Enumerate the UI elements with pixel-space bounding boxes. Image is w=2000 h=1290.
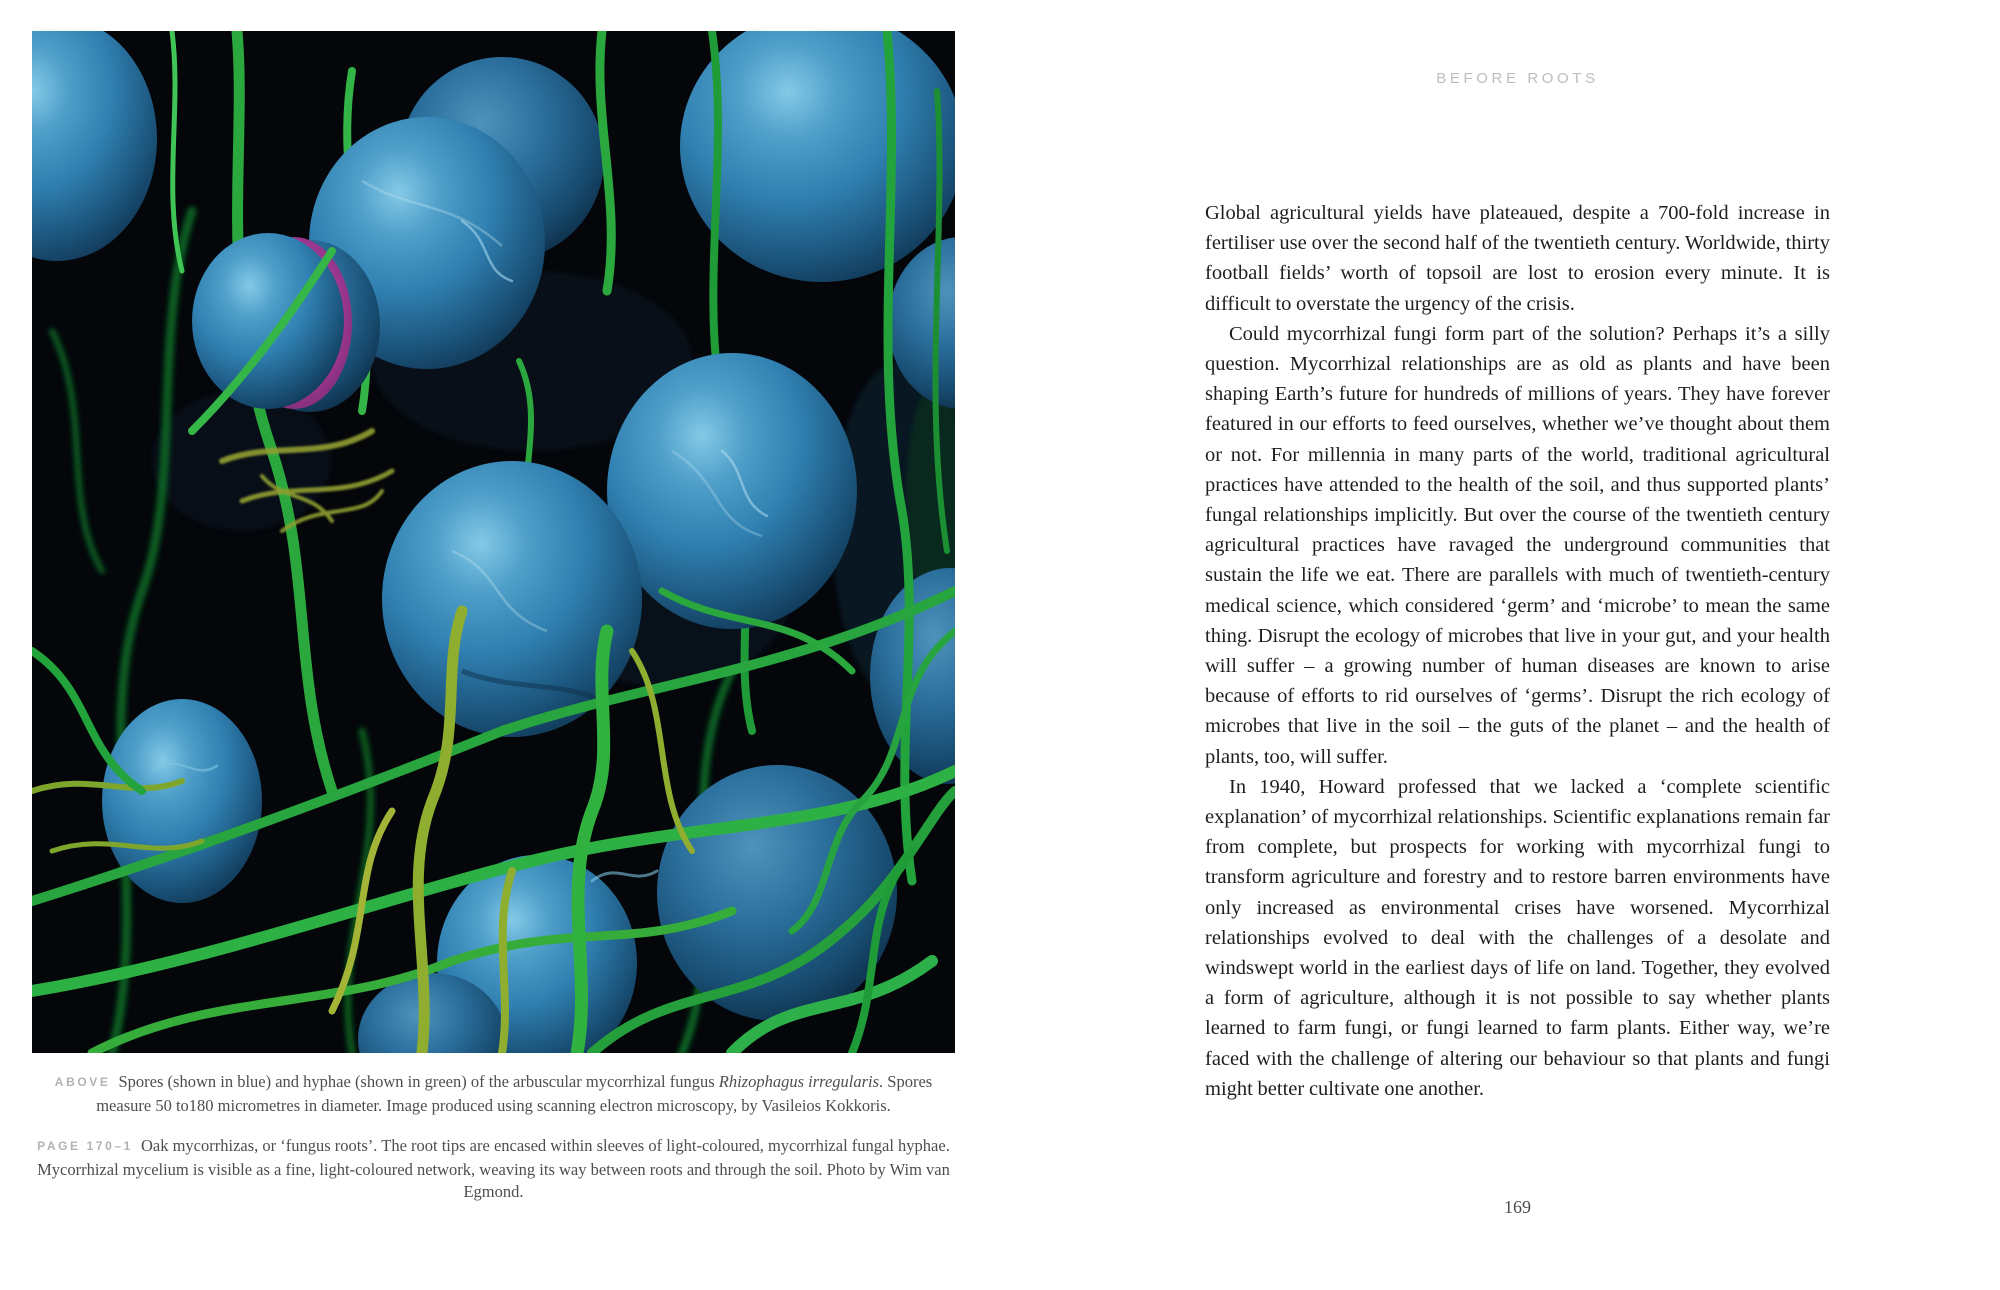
body-text xyxy=(1205,198,1830,1104)
caption-label-page: PAGE 170–1 xyxy=(37,1139,133,1153)
figure-caption-page-170-1 xyxy=(32,1135,955,1204)
figure-caption-above xyxy=(32,1071,955,1117)
paragraph: Could mycorrhizal fungi form part of the solution? Perhaps it’s a silly question. Mycorrhizal relationships are as old as plants and have been shaping Earth’s future for hundreds of millions of years. They have forever featured in our efforts to feed ourselves, whether we’ve thought about them or not. For millennia in many parts of the world, traditional agricultural practices have attended to the health of the soil, and thus supported plants’ fungal relationships implicitly. But over the course of the twentieth century agricultural practices have ravaged the underground communities that sustain the life we eat. There are parallels with much of twentieth-century medical science, which considered ‘germ’ and ‘microbe’ to mean the same thing. Disrupt the ecology of microbes that live in your gut, and your health will suffer – a growing number of human diseases are known to arise because of efforts to rid ourselves of ‘germs’. Disrupt the rich ecology of microbes that live in the soil – the guts of the planet – and the health of plants, too, will suffer. xyxy=(1205,322,1830,768)
sem-micrograph-image xyxy=(32,31,955,1053)
caption-label-above: ABOVE xyxy=(54,1075,111,1089)
page-number: 169 xyxy=(1504,1197,1531,1217)
caption-above-text-post: . Spores measure 50 to180 micrometres in diameter. Image produced using scanning electron microscopy, by Vasileios Kokkoris. xyxy=(96,1072,933,1115)
paragraph: In 1940, Howard professed that we lacked a ‘complete scientific explanation’ of mycorrhizal relationships. Scientific explanations remain far from complete, but prospects for working with mycorrhizal fungi to transform agriculture and forestry and to restore barren environments have only increased as environmental crises have worsened. Mycorrhizal relationships evolved to deal with the challenges of a desolate and windswept world in the earliest days of life on land. Together, they evolved a form of agriculture, although it is not possible to say whether plants learned to farm fungi, or fungi learned to farm plants. Either way, we’re faced with the challenge of altering our behaviour so that plants and fungi might better cultivate one another. xyxy=(1205,775,1830,1100)
caption-species-name: Rhizophagus irregularis xyxy=(718,1072,880,1091)
sem-micrograph-figure xyxy=(32,31,955,1053)
text-page xyxy=(1205,0,1830,1290)
caption-page-text: Oak mycorrhizas, or ‘fungus roots’. The root tips are encased within sleeves of light-coloured, mycorrhizal fungal hyphae. Mycorrhizal mycelium is visible as a fine, light-coloured network, weaving its way between roots and through the soil. Photo by Wim van Egmond. xyxy=(37,1136,950,1201)
running-header: BEFORE ROOTS xyxy=(1436,70,1599,87)
caption-above-text-pre: Spores (shown in blue) and hyphae (shown in green) of the arbuscular mycorrhizal fungus xyxy=(118,1072,719,1091)
paragraph: Global agricultural yields have plateaued, despite a 700-fold increase in fertiliser use over the second half of the twentieth century. Worldwide, thirty football fields’ worth of topsoil are lost to erosion every minute. It is difficult to overstate the urgency of the crisis. xyxy=(1205,202,1830,315)
